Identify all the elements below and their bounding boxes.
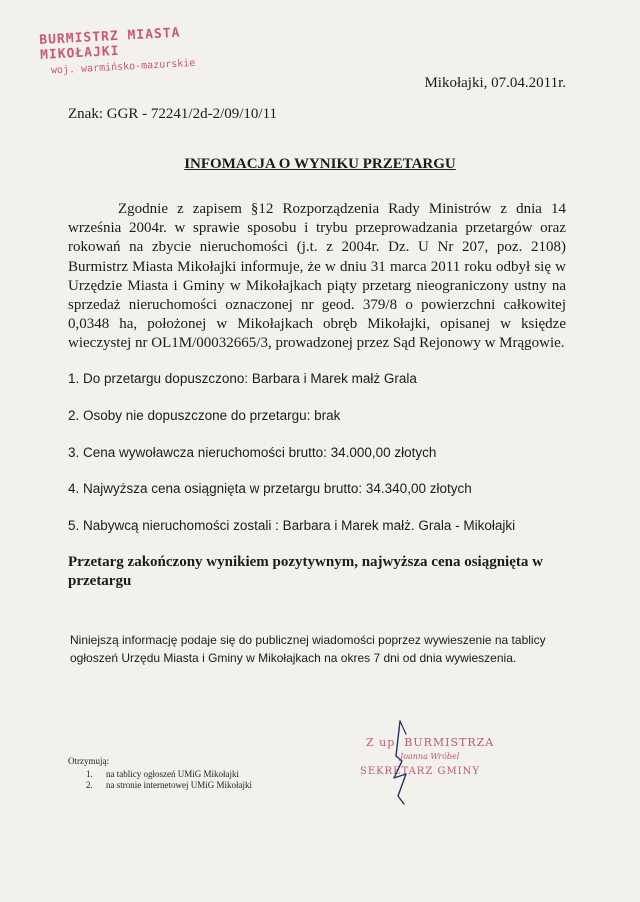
recipient-number: 1. bbox=[86, 769, 93, 779]
recipients-list bbox=[68, 769, 252, 791]
signature-stamp-line2: Joanna Wróbel bbox=[400, 752, 460, 761]
conclusion-text: Przetarg zakończony wynikiem pozytywnym, najwyższa cena osiągnięta w przetargu bbox=[68, 554, 543, 589]
list-item: 2. Osoby nie dopuszczone do przetargu: brak bbox=[68, 407, 341, 423]
result-list bbox=[68, 370, 568, 554]
list-item: 5. Nabywcą nieruchomości zostali : Barbara i Marek małż. Grala - Mikołajki bbox=[68, 518, 516, 534]
signature-stamp-line3: SEKRETARZ GMINY bbox=[360, 766, 480, 777]
signature-stamp-line1: Z up. BURMISTRZA bbox=[366, 736, 495, 749]
list-item bbox=[86, 780, 252, 791]
handwritten-signature bbox=[380, 716, 420, 806]
recipient-text: na stronie internetowej UMiG Mikołajki bbox=[106, 780, 252, 790]
notice-paragraph: Niniejszą informację podaje się do publicznej wiadomości poprzez wywieszenie na tablicy ogłoszeń Urzędu Miasta i Gminy w Mikołajkach na okres 7 dni od dnia wywieszenia. bbox=[70, 633, 546, 665]
recipients-block bbox=[68, 756, 252, 791]
recipient-number: 2. bbox=[86, 780, 93, 790]
list-item: 4. Najwyższa cena osiągnięta w przetargu brutto: 34.340,00 złotych bbox=[68, 481, 472, 497]
office-stamp-line1: BURMISTRZ MIASTA MIKOŁAJKI bbox=[38, 25, 181, 63]
recipient-text: na tablicy ogłoszeń UMiG Mikołajki bbox=[106, 769, 239, 779]
recipients-label: Otrzymują: bbox=[68, 756, 109, 766]
list-item: 3. Cena wywoławcza nieruchomości brutto: 34.000,00 złotych bbox=[68, 444, 437, 460]
intro-paragraph: Zgodnie z zapisem §12 Rozporządzenia Rady Ministrów z dnia 14 września 2004r. w sprawie sposobu i trybu przeprowadzania przetargów oraz rokowań na zbycie nieruchomości (j.t. z 2004r. Dz. U Nr 207, poz. 2108) Burmistrz Miasta Mikołajki informuje, że w dniu 31 marca 2011 roku odbył się w Urzędzie Miasta i Gminy w Mikołajkach piąty przetarg nieograniczony ustny na sprzedaż nieruchomości oznaczonej nr geod. 379/8 o powierzchni całkowitej 0,0348 ha, położonej w Mikołajkach obręb Mikołajki, opisanej w księdze wieczystej nr OL1M/00032665/3, prowadzonej przez Sąd Rejonowy w Mrągowie. bbox=[68, 201, 566, 352]
list-item: 1. Do przetargu dopuszczono: Barbara i Marek małż Grala bbox=[68, 371, 417, 386]
reference-number: Znak: GGR - 72241/2d-2/09/10/11 bbox=[68, 106, 278, 122]
date-place: Mikołajki, 07.04.2011r. bbox=[424, 75, 566, 91]
office-stamp bbox=[39, 23, 231, 77]
list-item bbox=[86, 769, 252, 780]
office-stamp-line2: woj. warmińsko-mazurskie bbox=[50, 57, 196, 77]
document-title: INFOMACJA O WYNIKU PRZETARGU bbox=[184, 156, 456, 172]
